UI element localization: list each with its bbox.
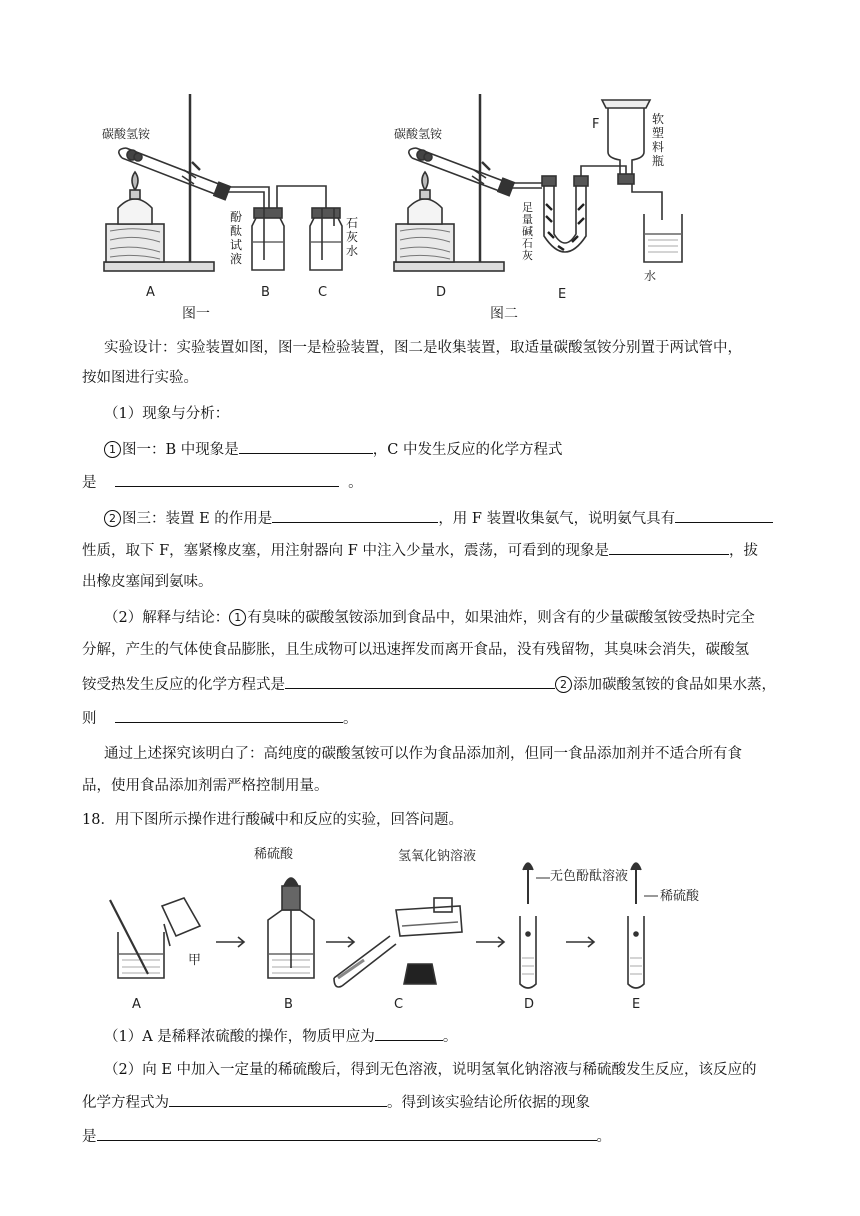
fig2-label-f: F xyxy=(592,117,600,132)
part2-line2: 分解，产生的气体使食品膨胀，且生成物可以迅速挥发而离开食品，没有残留物，其臭味会消失，碳酸氢 xyxy=(82,642,749,658)
fig1-label-c: C xyxy=(318,285,328,300)
design-line-2: 按如图进行实验。 xyxy=(82,370,198,386)
fig3-naoh-label: 氢氧化钠溶液 xyxy=(398,849,477,864)
answer-blank[interactable] xyxy=(272,506,438,523)
part1-heading: （1）现象与分析： xyxy=(104,406,230,422)
fig2-label-d: D xyxy=(436,285,447,300)
fig3-label-b: B xyxy=(284,997,293,1012)
conclusion-line1: 通过上述探究该明白了：高纯度的碳酸氢铵可以作为食品添加剂，但同一食品添加剂并不适合所有食 xyxy=(104,746,742,762)
fig3-label-c: C xyxy=(394,997,404,1012)
conclusion-line2: 品，使用食品添加剂需严格控制用量。 xyxy=(82,778,329,794)
design-line-1: 实验设计：实验装置如图，图一是检验装置，图二是收集装置，取适量碳酸氢铵分别置于两试管中， xyxy=(104,340,742,356)
fig1-lime-label: 石灰水 xyxy=(346,216,359,258)
part2-line4: 则 。 xyxy=(82,706,812,731)
fig2-water-label: 水 xyxy=(644,269,657,283)
answer-blank[interactable] xyxy=(115,706,343,723)
answer-blank[interactable] xyxy=(375,1024,443,1041)
answer-blank[interactable] xyxy=(239,437,373,454)
fig1-label-a: A xyxy=(146,285,155,300)
q18-part2-line3: 是 。 xyxy=(82,1124,812,1149)
q18-part2-line1: （2）向 E 中加入一定量的稀硫酸后，得到无色溶液，说明氢氧化钠溶液与稀硫酸发生反应，该反应的 xyxy=(104,1062,757,1078)
part1-item2-cont2: 出橡皮塞闻到氨味。 xyxy=(82,574,213,590)
q18-part2-line2: 化学方程式为 。得到该实验结论所依据的现象 xyxy=(82,1090,812,1115)
answer-blank[interactable] xyxy=(169,1090,387,1107)
fig2-reagent-label: 碳酸氢铵 xyxy=(394,127,443,141)
fig1-label-b: B xyxy=(261,285,270,300)
part2-line1: （2）解释与结论： 1 有臭味的碳酸氢铵添加到食品中，如果油炸，则含有的少量碳酸氢铵受热时完全 xyxy=(104,610,755,626)
part1-item2-cont: 性质，取下 F，塞紧橡皮塞，用注射器向 F 中注入少量水，震荡，可看到的现象是 ，拔 xyxy=(82,538,812,563)
answer-blank[interactable] xyxy=(115,470,339,487)
part2-line3: 铵受热发生反应的化学方程式是 2 添加碳酸氢铵的食品如果水蒸， xyxy=(82,672,812,697)
part1-item2: 2 图三：装置 E 的作用是 ，用 F 装置收集氨气，说明氨气具有 xyxy=(104,506,812,531)
fig2-caption: 图二 xyxy=(490,306,518,322)
fig1-caption: 图一 xyxy=(182,306,210,322)
fig2-label-e: E xyxy=(558,287,567,302)
part1-item1-cont: 是 。 xyxy=(82,470,812,495)
fig1-phenol-label: 酚酞试液 xyxy=(230,210,243,266)
fig3-label-e: E xyxy=(632,997,641,1012)
fig1-reagent-label: 碳酸氢铵 xyxy=(102,127,151,141)
figure-neutralization xyxy=(104,840,724,1016)
fig3-phenol-label: 无色酚酞溶液 xyxy=(550,869,629,884)
fig3-label-d: D xyxy=(524,997,535,1012)
figure-apparatus-1-2 xyxy=(96,86,696,326)
fig3-label-a: A xyxy=(132,997,141,1012)
q18-part1: （1）A 是稀释浓硫酸的操作，物质甲应为 。 xyxy=(104,1024,812,1049)
answer-blank[interactable] xyxy=(609,538,729,555)
answer-blank[interactable] xyxy=(285,672,555,689)
fig2-soda-label: 足量碱石灰 xyxy=(522,201,533,262)
fig3-acid2-label: 稀硫酸 xyxy=(660,889,700,904)
fig2-bottle-label: 软塑料瓶 xyxy=(652,112,665,168)
part1-item1: 1 图一：B 中现象是 ，C 中发生反应的化学方程式 xyxy=(104,437,812,462)
q18-title: 18．用下图所示操作进行酸碱中和反应的实验，回答问题。 xyxy=(82,812,463,828)
fig3-acid-label: 稀硫酸 xyxy=(254,847,294,862)
fig3-jia-label: 甲 xyxy=(188,953,202,968)
answer-blank[interactable] xyxy=(675,506,773,523)
answer-blank[interactable] xyxy=(97,1124,597,1141)
